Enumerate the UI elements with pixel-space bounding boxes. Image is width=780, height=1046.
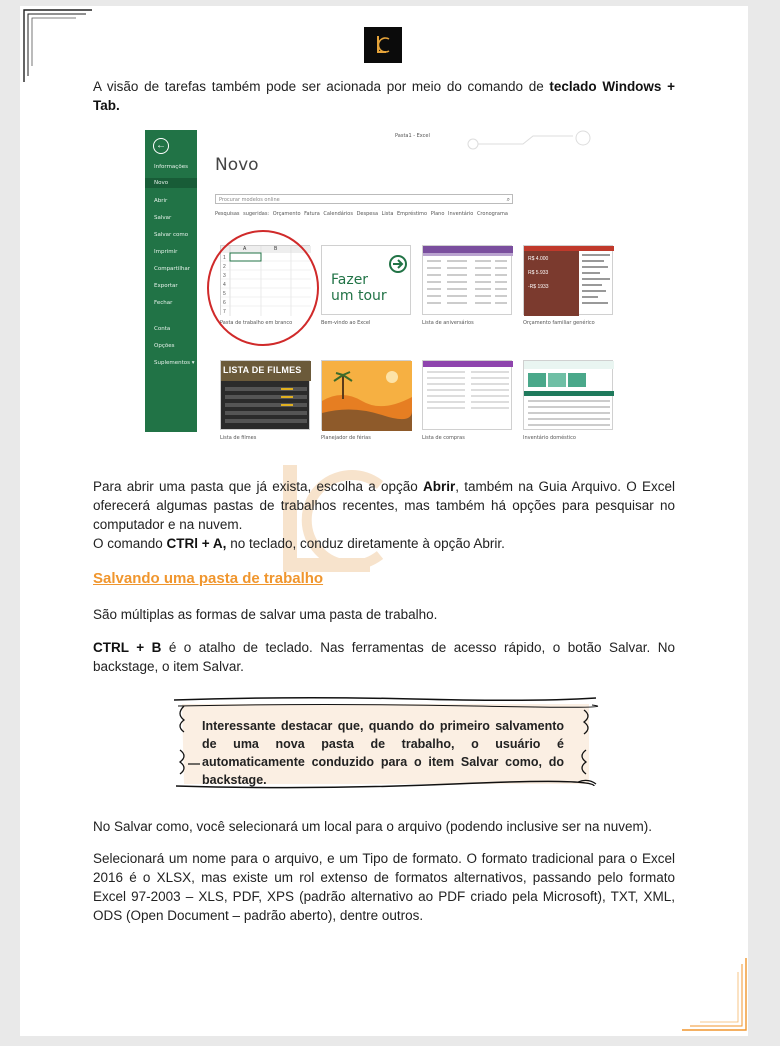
new-page-title: Novo	[215, 155, 259, 175]
row-header: 2	[223, 264, 226, 270]
template-caption: Bem-vindo ao Excel	[321, 320, 371, 326]
row-header: 7	[223, 309, 226, 315]
arrow-right-circle-icon	[388, 254, 408, 274]
menu-item-imprimir[interactable]: Imprimir	[154, 249, 178, 255]
menu-item-conta[interactable]: Conta	[154, 326, 171, 332]
template-welcome-tour[interactable]	[321, 245, 411, 315]
corner-decoration-bottom-right	[680, 956, 780, 1046]
paragraph-save-forms: São múltiplas as formas de salvar uma pasta de trabalho.	[93, 607, 438, 622]
decorative-circuit-graphic	[463, 130, 603, 154]
template-caption: Inventário doméstico	[523, 435, 576, 441]
backstage-sidebar	[145, 130, 197, 432]
paragraph-task-view: A visão de tarefas também pode ser acionada por meio do comando de teclado Windows + Tab.	[93, 79, 675, 113]
menu-item-abrir[interactable]: Abrir	[154, 198, 168, 204]
brand-logo	[364, 27, 402, 63]
budget-value: -R$ 1933	[528, 284, 549, 290]
row-header: 6	[223, 300, 226, 306]
window-title: Pasta1 - Excel	[395, 133, 430, 139]
row-header: 4	[223, 282, 226, 288]
paragraph-save-shortcut: CTRL + B é o atalho de teclado. Nas ferramentas de acesso rápido, o botão Salvar. No backstage, o item Salvar.	[93, 640, 676, 674]
suggested-searches[interactable]: Pesquisas sugeridas: Orçamento Fatura Calendários Despesa Lista Empréstimo Plano Inventário Cronograma	[215, 211, 508, 217]
menu-item-informacoes[interactable]: Informações	[154, 164, 188, 170]
column-header-b: B	[274, 246, 278, 252]
template-shopping-list[interactable]	[422, 360, 512, 430]
highlight-circle	[207, 230, 319, 346]
tour-text-line2: um tour	[331, 288, 387, 304]
paragraph-open-folder: Para abrir uma pasta que já exista, escolha a opção Abrir, também na Guia Arquivo. O Excel oferecerá algumas pastas de trabalhos recentes, mas também há opções para pesquisar no computador e na nuvem. O comando CTRl + A, no teclado, conduz diretamente à opção Abrir.	[93, 479, 675, 551]
menu-item-salvar[interactable]: Salvar	[154, 215, 172, 221]
section-heading: Salvando uma pasta de trabalho	[93, 570, 324, 587]
paragraph-save-as: No Salvar como, você selecionará um local para o arquivo (podendo inclusive ser na nuvem).	[93, 819, 653, 834]
paragraph-file-formats: Selecionará um nome para o arquivo, e um Tipo de formato. O formato tradicional para o Excel 2016 é o XLSX, mas existe um rol extenso de formatos alternativos, passando pelo formato Excel 97-2003 – XLS, PDF, XPS (padrão alternativo ao PDF criado pela Microsoft), TXT, XML, ODS (Open Document – padrão aberto), dentre outros.	[93, 851, 675, 923]
template-birthday-list[interactable]	[422, 245, 512, 315]
row-header: 1	[223, 255, 226, 261]
menu-item-exportar[interactable]: Exportar	[154, 283, 178, 289]
movie-list-label: LISTA DE FILMES	[223, 365, 302, 375]
template-caption: Planejador de férias	[321, 435, 371, 441]
menu-item-novo[interactable]: Novo	[145, 178, 197, 188]
menu-item-suplementos[interactable]: Suplementos ▾	[154, 360, 195, 366]
template-vacation-planner[interactable]	[321, 360, 411, 430]
search-icon[interactable]: ⌕	[506, 196, 510, 203]
row-header: 5	[223, 291, 226, 297]
template-family-budget[interactable]	[523, 245, 613, 315]
budget-value: R$ 4.000	[528, 256, 549, 262]
menu-item-salvar-como[interactable]: Salvar como	[154, 232, 189, 238]
corner-decoration-top-left	[20, 6, 120, 86]
budget-value: R$ 5.933	[528, 270, 549, 276]
template-caption: Lista de aniversários	[422, 320, 474, 326]
menu-item-compartilhar[interactable]: Compartilhar	[154, 266, 191, 272]
template-movie-list[interactable]	[220, 360, 310, 430]
template-caption: Lista de compras	[422, 435, 465, 441]
tour-text-line1: Fazer	[331, 272, 369, 288]
template-home-inventory[interactable]	[523, 360, 613, 430]
highlight-note-box	[174, 694, 596, 792]
template-search-input[interactable]: Procurar modelos online ⌕	[215, 194, 513, 204]
menu-item-fechar[interactable]: Fechar	[154, 300, 173, 306]
template-caption: Pasta de trabalho em branco	[220, 320, 293, 326]
column-header-a: A	[243, 246, 247, 252]
template-caption: Lista de filmes	[220, 435, 257, 441]
template-caption: Orçamento familiar genérico	[523, 320, 595, 326]
row-header: 3	[223, 273, 226, 279]
menu-item-opcoes[interactable]: Opções	[154, 343, 175, 349]
note-text: Interessante destacar que, quando do primeiro salvamento de uma nova pasta de trabalho, o usuário é automaticamente conduzido para o item Salvar como, do backstage.	[202, 719, 564, 787]
excel-new-backstage-screenshot	[145, 130, 620, 441]
back-arrow-icon[interactable]: ←	[153, 138, 169, 154]
